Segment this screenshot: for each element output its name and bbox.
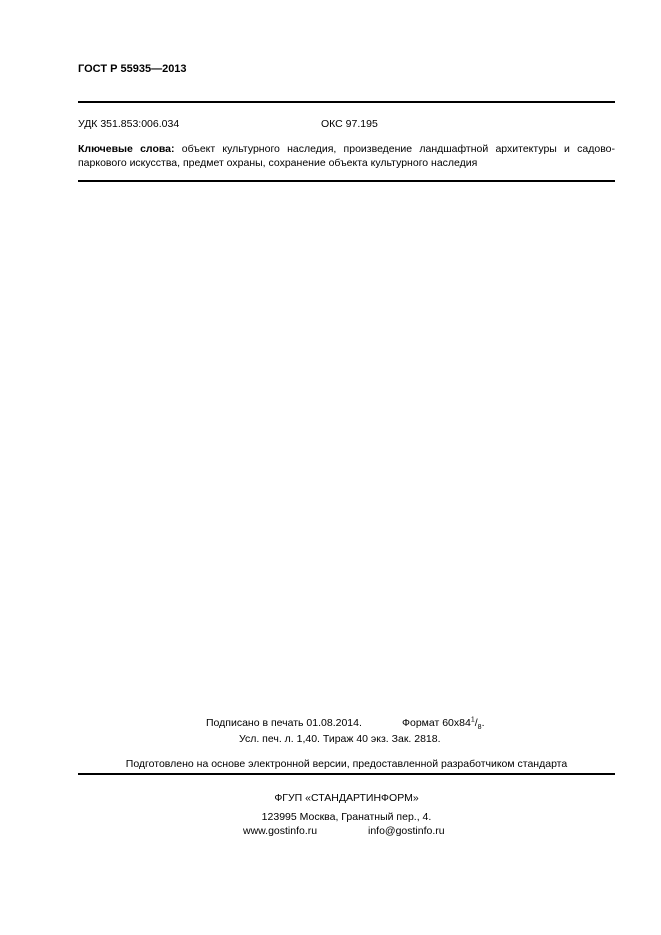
keywords-block xyxy=(78,142,615,170)
format-suffix: . xyxy=(481,717,485,729)
keywords-text: объект культурного наследия, произведение ландшафтной архитектуры и садово-паркового искусства, предмет охраны, сохранение объекта культурного наследия xyxy=(78,143,616,169)
signed-date: Подписано в печать 01.08.2014. xyxy=(206,717,362,729)
paper-format: Формат $60х84^1/_8$. xyxy=(402,716,485,732)
udc-code: УДК 351.853:006.034 xyxy=(78,118,180,130)
standard-id: ГОСТ Р 55935—2013 xyxy=(78,63,187,75)
publisher-address: 123995 Москва, Гранатный пер., 4. xyxy=(261,811,432,823)
oks-code: ОКС 97.195 xyxy=(321,118,378,130)
publisher-website[interactable]: www.gostinfo.ru xyxy=(243,825,318,837)
top-divider xyxy=(78,101,615,103)
keywords-label: Ключевые слова: xyxy=(78,143,175,155)
format-prefix: Формат 60х84 xyxy=(402,717,471,729)
format-denominator: 8 xyxy=(477,724,482,732)
print-info: Усл. печ. л. 1,40. Тираж 40 экз. Зак. 2818. xyxy=(239,733,441,745)
bottom-divider xyxy=(78,773,615,775)
publisher-name: ФГУП «СТАНДАРТИНФОРМ» xyxy=(274,792,419,804)
publisher-email[interactable]: info@gostinfo.ru xyxy=(368,825,445,837)
prepared-note: Подготовлено на основе электронной версии, предоставленной разработчиком стандарта xyxy=(125,758,568,770)
keywords-divider xyxy=(78,180,615,182)
format-numerator: 1 xyxy=(470,716,475,724)
